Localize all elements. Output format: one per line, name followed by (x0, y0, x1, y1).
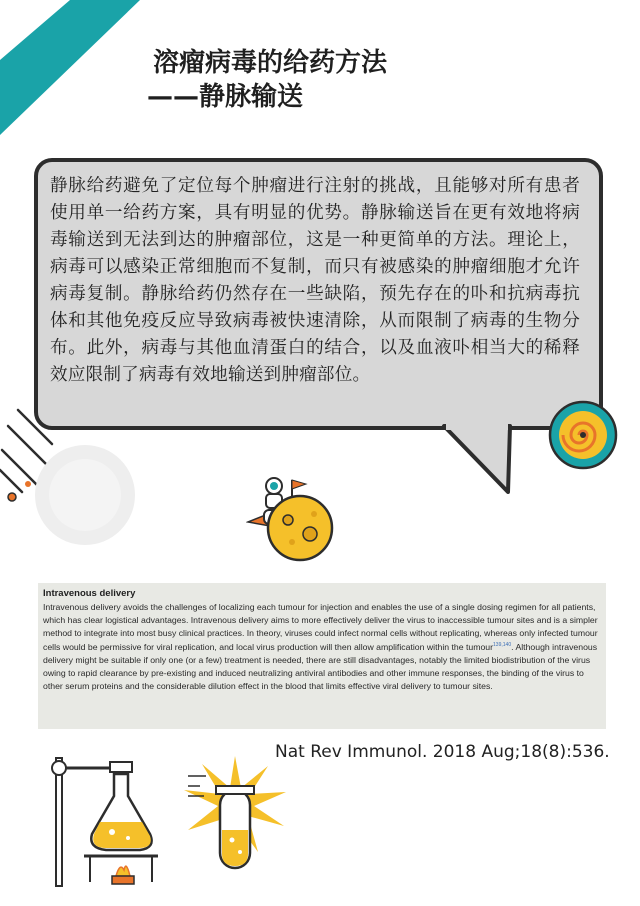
excerpt-heading: Intravenous delivery (43, 588, 136, 599)
excerpt-body-part1: Intravenous delivery avoids the challenges of localizing each tumour for injection and enables the use of a single dosing regimen for all patients, which has clear logistical advantages. Intravenous delivery aims to more effectively deliver the virus to inaccessible tumour sites and is a simpler method to integrate into most busy clinical practices. In theory, viruses could infect normal cells without replicating, whereas only infected tumour cells would be permissive for viral replication, and local virus production will then allow amplification within the tumour (43, 602, 598, 653)
excerpt-body-part2: . Although intravenous delivery might be suitable if only one (or a few) treatment is needed, there are still disadvantages, notably the limited biodistribution of the virus owing to rapid clearance by pre-existing and induced neutralizing antiviral antibodies and other immune responses, the binding of the virus to other serum proteins and the considerable dilution effect in the blood that limits effective viral delivery to tumour sites. (43, 642, 598, 691)
bubble-tail (440, 422, 520, 502)
spiral-galaxy-icon (546, 398, 620, 472)
planet-decoration (30, 440, 140, 550)
excerpt-body (43, 601, 605, 692)
citation: Nat Rev Immunol. 2018 Aug;18(8):536. (275, 742, 610, 762)
lab-flask-icon (50, 752, 165, 892)
page-title (0, 46, 640, 114)
moon-with-flag-icon (262, 472, 342, 562)
summary-text: 静脉给药避免了定位每个肿瘤进行注射的挑战，且能够对所有患者使用单一给药方案，具有明显的优势。静脉输送旨在更有效地将病毒输送到无法到达的肿瘤部位，这是一种更简单的方法。理论上，病毒可以感染正常细胞而不复制，而只有被感染的肿瘤细胞才允许病毒复制。静脉给药仍然存在一些缺陷，预先存在的卟和抗病毒抗体和其他免疫反应导致病毒被快速清除，从而限制了病毒的生物分布。此外，病毒与其他血清蛋白的结合，以及血液卟相当大的稀释效应限制了病毒有效地输送到肿瘤部位。 (50, 176, 580, 385)
test-tube-burst-icon (180, 756, 290, 876)
title-line-2: ——静脉输送 (146, 82, 303, 112)
excerpt-refs[interactable]: 139,140 (493, 642, 512, 649)
title-line-1: 溶瘤病毒的给药方法 (152, 48, 387, 78)
